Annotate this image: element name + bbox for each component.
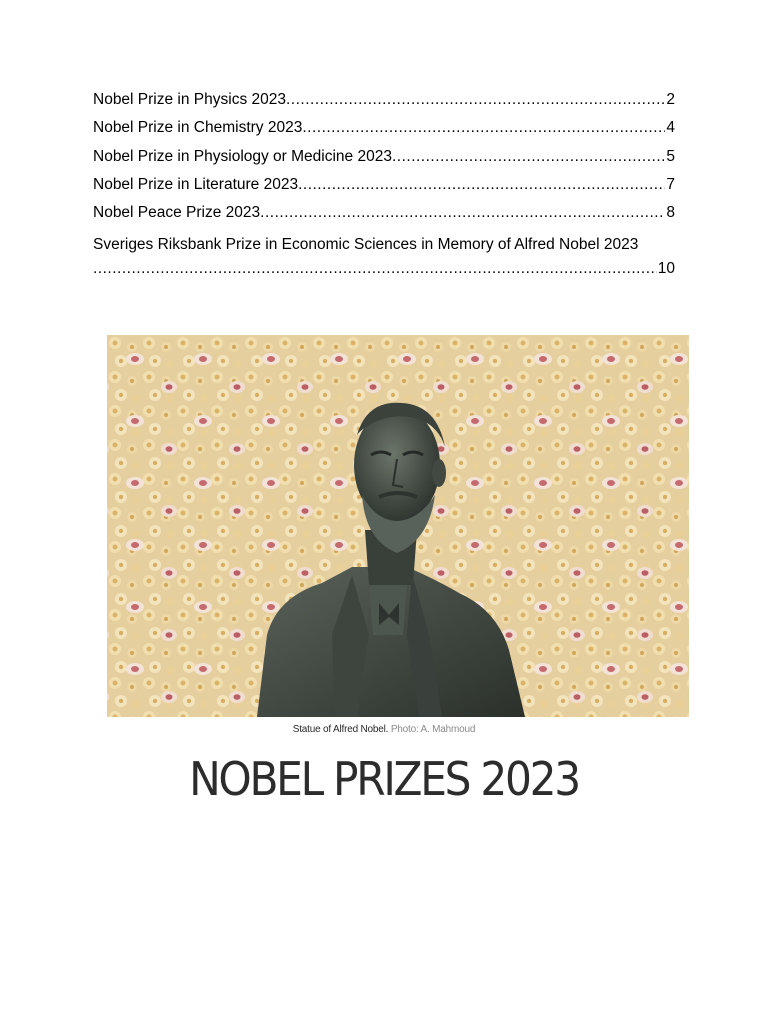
toc-entry-economics[interactable]: [93, 233, 675, 281]
toc-entry-literature[interactable]: [93, 171, 675, 199]
caption-credit: Photo: A. Mahmoud: [390, 724, 476, 735]
toc-entry-title: Nobel Prize in Physics 2023: [93, 91, 286, 108]
toc-entry-medicine[interactable]: [93, 143, 675, 171]
document-title: NOBEL PRIZES 2023: [189, 752, 579, 806]
toc-entry-title: Nobel Prize in Chemistry 2023: [93, 119, 303, 137]
statue-illustration: [107, 335, 689, 717]
toc-page-number: 10: [657, 260, 675, 278]
toc-page-number: 4: [666, 119, 675, 137]
toc-page-number: 7: [666, 175, 675, 193]
toc-entry-title: Nobel Prize in Literature 2023: [93, 175, 299, 193]
toc-page-number: 5: [666, 147, 675, 165]
toc-dot-leader: [298, 171, 665, 199]
toc-entry-title: Nobel Peace Prize 2023: [93, 204, 261, 222]
toc-entry-peace[interactable]: [93, 199, 675, 227]
table-of-contents: [93, 86, 675, 281]
photo-caption: [0, 724, 768, 735]
toc-entry-title: Sveriges Riksbank Prize in Economic Sciences in Memory of Alfred Nobel 2023: [93, 236, 639, 254]
caption-text: Statue of Alfred Nobel.: [292, 724, 389, 735]
toc-entry-title: Nobel Prize in Physiology or Medicine 2023: [93, 147, 392, 165]
toc-dot-leader: [93, 257, 657, 281]
toc-dot-leader: [260, 199, 665, 227]
toc-dot-leader: [302, 114, 665, 142]
toc-page-number: 2: [666, 91, 675, 108]
toc-dot-leader: [286, 86, 665, 114]
toc-dot-leader: [392, 143, 665, 171]
toc-entry-leader-line: [93, 257, 675, 281]
toc-entry-chemistry[interactable]: [93, 114, 675, 142]
statue-photo: [107, 335, 689, 717]
toc-entry-physics[interactable]: [93, 86, 675, 114]
toc-page-number: 8: [666, 204, 675, 222]
